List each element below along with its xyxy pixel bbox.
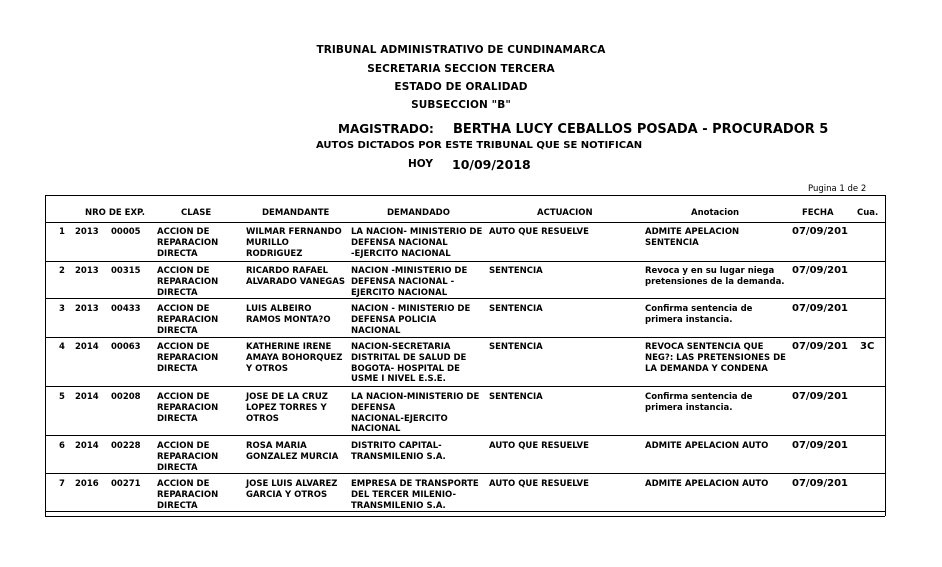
row-number: 2 — [59, 266, 65, 276]
subseccion-title: SUBSECCION "B" — [411, 99, 511, 111]
row-fecha: 07/09/201 — [792, 478, 849, 489]
row-actuacion: AUTO QUE RESUELVE — [489, 227, 589, 237]
col-clase: CLASE — [181, 208, 212, 218]
table-right-border — [885, 195, 886, 516]
row-demandante: JOSE DE LA CRUZ LOPEZ TORRES Y OTROS — [246, 392, 328, 424]
row-number: 7 — [59, 479, 65, 489]
row-anotacion: Confirma sentencia de primera instancia. — [645, 392, 753, 413]
row-anotacion: Revoca y en su lugar niega pretensiones de la demanda. — [645, 266, 785, 287]
row-demandado: DISTRITO CAPITAL- TRANSMILENIO S.A. — [351, 441, 446, 462]
row-clase: ACCION DE REPARACION DIRECTA — [157, 266, 219, 298]
row-number: 3 — [59, 304, 65, 314]
row-number: 5 — [59, 392, 65, 402]
col-nro-exp: NRO DE EXP. — [85, 208, 145, 218]
row-clase: ACCION DE REPARACION DIRECTA — [157, 441, 219, 473]
secretaria-title: SECRETARIA SECCION TERCERA — [367, 63, 555, 75]
row-demandado: NACION -MINISTERIO DE DEFENSA NACIONAL - EJERCITO NACIONAL — [351, 266, 468, 298]
magistrado-name: BERTHA LUCY CEBALLOS POSADA - PROCURADOR 5 — [453, 122, 829, 137]
table-top-border — [45, 195, 885, 196]
table-left-border — [45, 195, 46, 516]
hoy-label: HOY — [408, 158, 433, 170]
row-actuacion: SENTENCIA — [489, 266, 543, 276]
row-exp: 00271 — [111, 479, 141, 489]
row-demandado: NACION - MINISTERIO DE DEFENSA POLICIA NACIONAL — [351, 304, 471, 336]
row-actuacion: AUTO QUE RESUELVE — [489, 441, 589, 451]
row-anotacion: Confirma sentencia de primera instancia. — [645, 304, 753, 325]
row-exp: 00433 — [111, 304, 141, 314]
row-demandante: JOSE LUIS ALVAREZ GARCIA Y OTROS — [246, 479, 338, 500]
row-clase: ACCION DE REPARACION DIRECTA — [157, 392, 219, 424]
row-anotacion: ADMITE APELACION AUTO — [645, 479, 769, 489]
row-demandado: NACION-SECRETARIA DISTRITAL DE SALUD DE BOGOTA- HOSPITAL DE USME I NIVEL E.S.E. — [351, 342, 467, 385]
col-actuacion: ACTUACION — [537, 208, 593, 218]
row-year: 2013 — [75, 304, 99, 314]
row-demandado: LA NACION-MINISTERIO DE DEFENSA NACIONAL-EJERCITO NACIONAL — [351, 392, 480, 435]
magistrado-label: MAGISTRADO: — [338, 122, 434, 136]
row-number: 6 — [59, 441, 65, 451]
row-year: 2013 — [75, 227, 99, 237]
row-year: 2016 — [75, 479, 99, 489]
row-actuacion: SENTENCIA — [489, 342, 543, 352]
table-header-divider — [45, 222, 885, 223]
row-year: 2013 — [75, 266, 99, 276]
row-clase: ACCION DE REPARACION DIRECTA — [157, 479, 219, 511]
row-year: 2014 — [75, 342, 99, 352]
row-exp: 00063 — [111, 342, 141, 352]
row-exp: 00208 — [111, 392, 141, 402]
col-demandado: DEMANDADO — [387, 208, 450, 218]
row-clase: ACCION DE REPARACION DIRECTA — [157, 304, 219, 336]
row-demandante: KATHERINE IRENE AMAYA BOHORQUEZ Y OTROS — [246, 342, 343, 374]
row-demandante: ROSA MARIA GONZALEZ MURCIA — [246, 441, 339, 462]
row-clase: ACCION DE REPARACION DIRECTA — [157, 227, 219, 259]
row-demandante: LUIS ALBEIRO RAMOS MONTA?O — [246, 304, 331, 325]
row-number: 4 — [59, 342, 65, 352]
row-clase: ACCION DE REPARACION DIRECTA — [157, 342, 219, 374]
row-fecha: 07/09/201 — [792, 440, 849, 451]
hoy-date: 10/09/2018 — [452, 157, 531, 172]
col-anotacion: Anotacion — [691, 208, 740, 218]
row-anotacion: REVOCA SENTENCIA QUE NEG?: LAS PRETENSIONES DE LA DEMANDA Y CONDENA — [645, 342, 786, 374]
row-exp: 00228 — [111, 441, 141, 451]
row-separator — [45, 386, 885, 387]
court-title: TRIBUNAL ADMINISTRATIVO DE CUNDINAMARCA — [316, 44, 606, 56]
col-cua: Cua. — [857, 208, 879, 218]
page-indicator: Pugina 1 de 2 — [808, 184, 867, 194]
col-fecha: FECHA — [802, 208, 834, 218]
estado-title: ESTADO DE ORALIDAD — [394, 81, 528, 93]
row-demandante: WILMAR FERNANDO MURILLO RODRIGUEZ — [246, 227, 342, 259]
row-demandado: LA NACION- MINISTERIO DE DEFENSA NACIONAL -EJERCITO NACIONAL — [351, 227, 483, 259]
row-fecha: 07/09/201 — [792, 303, 849, 314]
row-actuacion: SENTENCIA — [489, 304, 543, 314]
row-cua: 3C — [860, 341, 875, 352]
row-fecha: 07/09/201 — [792, 265, 849, 276]
row-separator — [45, 261, 885, 262]
row-year: 2014 — [75, 392, 99, 402]
col-demandante: DEMANDANTE — [262, 208, 330, 218]
row-exp: 00315 — [111, 266, 141, 276]
autos-text: AUTOS DICTADOS POR ESTE TRIBUNAL QUE SE NOTIFICAN — [316, 140, 643, 151]
row-anotacion: ADMITE APELACION SENTENCIA — [645, 227, 740, 248]
row-demandado: EMPRESA DE TRANSPORTE DEL TERCER MILENIO- TRANSMILENIO S.A. — [351, 479, 479, 511]
row-fecha: 07/09/201 — [792, 391, 849, 402]
row-demandante: RICARDO RAFAEL ALVARADO VANEGAS — [246, 266, 345, 287]
row-year: 2014 — [75, 441, 99, 451]
row-anotacion: ADMITE APELACION AUTO — [645, 441, 769, 451]
row-number: 1 — [59, 227, 65, 237]
row-actuacion: SENTENCIA — [489, 392, 543, 402]
row-separator — [45, 337, 885, 338]
row-fecha: 07/09/201 — [792, 341, 849, 352]
table-bottom-border-2 — [45, 516, 885, 517]
row-exp: 00005 — [111, 227, 141, 237]
row-fecha: 07/09/201 — [792, 226, 849, 237]
row-actuacion: AUTO QUE RESUELVE — [489, 479, 589, 489]
